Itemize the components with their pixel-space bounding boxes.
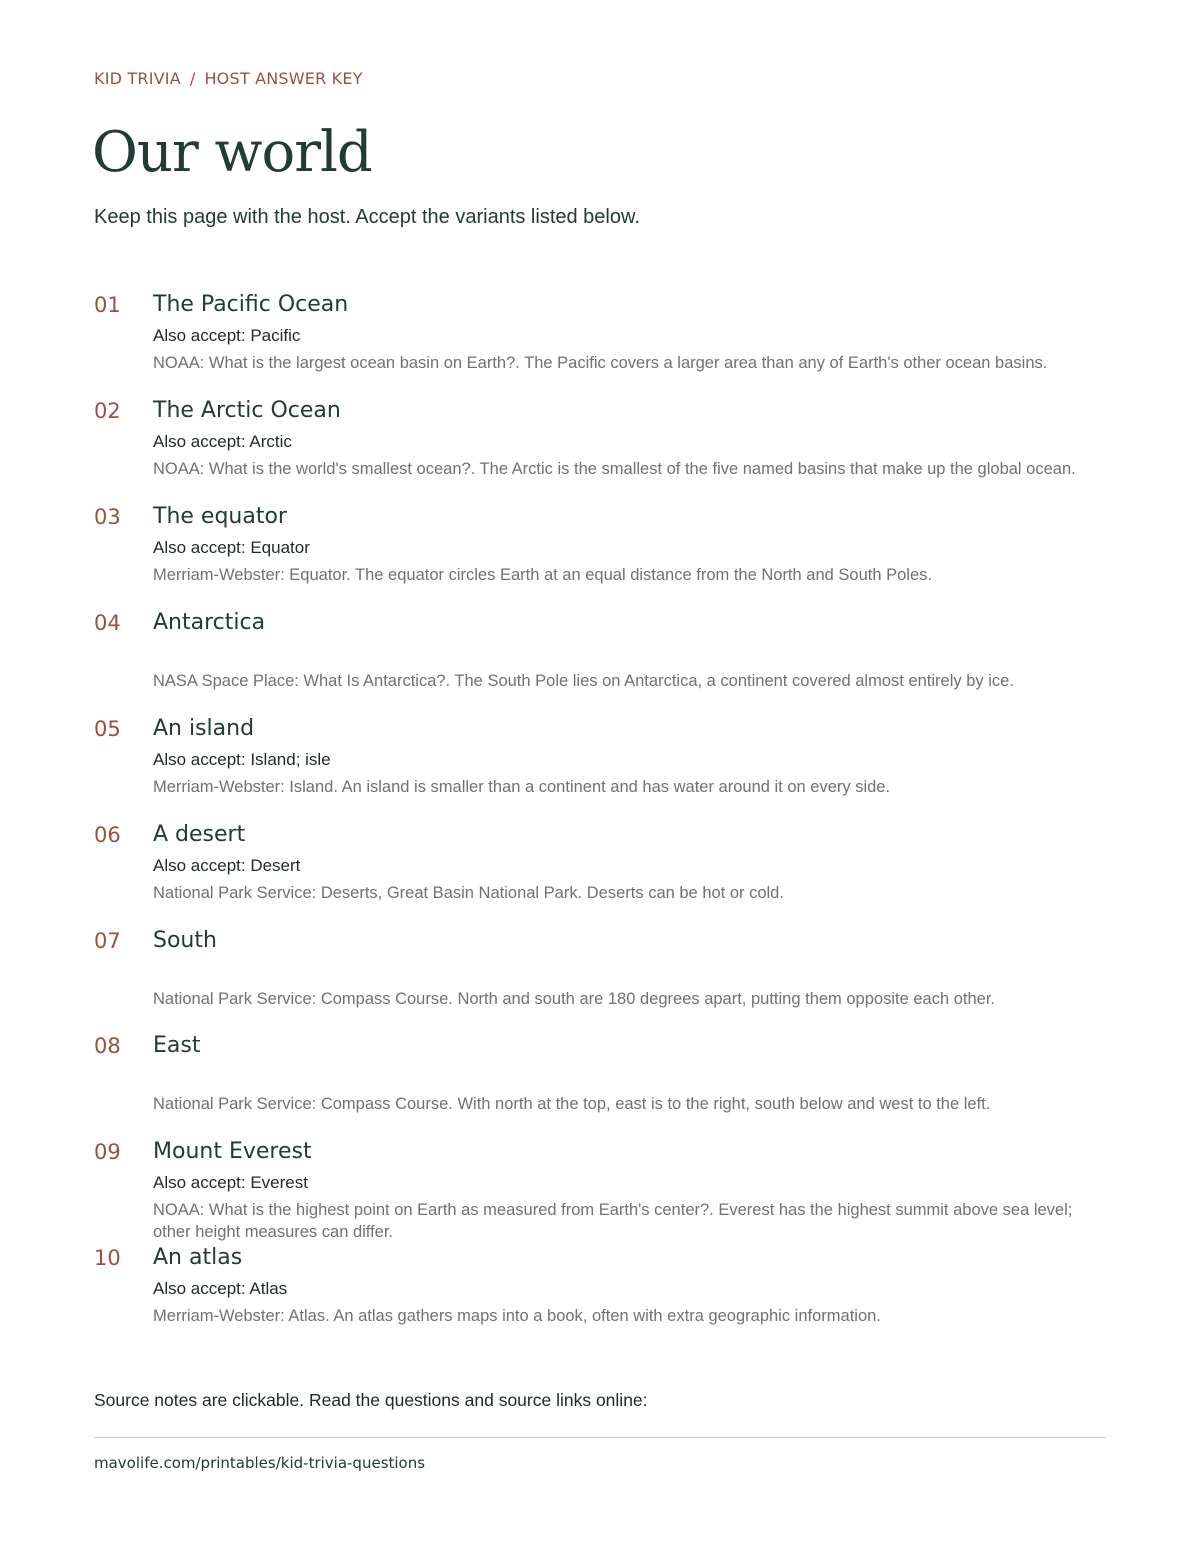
item-source-note[interactable]: Merriam-Webster: Equator. The equator circles Earth at an equal distance from the North and South Poles. [153, 566, 932, 584]
breadcrumb-section: KID TRIVIA [94, 69, 181, 88]
item-source-note[interactable]: National Park Service: Deserts, Great Basin National Park. Deserts can be hot or cold. [153, 884, 784, 902]
item-source-note[interactable]: Merriam-Webster: Atlas. An atlas gathers maps into a book, often with extra geographic information. [153, 1307, 881, 1325]
item-source-note[interactable]: National Park Service: Compass Course. With north at the top, east is to the right, south below and west to the left. [153, 1095, 991, 1113]
intro-text: Keep this page with the host. Accept the variants listed below. [94, 206, 640, 228]
item-number: 04 [94, 611, 121, 635]
item-accepted-variants: Also accept: Island; isle [153, 750, 331, 769]
footer-note: Source notes are clickable. Read the questions and source links online: [94, 1390, 648, 1410]
item-number: 01 [94, 293, 121, 317]
item-answer: An island [153, 716, 255, 741]
item-accepted-variants: Also accept: Pacific [153, 326, 301, 345]
answer-key-page [94, 0, 1106, 1553]
item-source-note[interactable]: NASA Space Place: What Is Antarctica?. The South Pole lies on Antarctica, a continent covered almost entirely by ice. [153, 672, 1014, 690]
page-title: Our world [92, 120, 372, 185]
item-source-note[interactable]: NOAA: What is the highest point on Earth as measured from Earth's center?. Everest has the highest summit above sea level; other height measures can differ. [153, 1201, 1073, 1241]
item-source-note[interactable]: NOAA: What is the world's smallest ocean?. The Arctic is the smallest of the five named basins that make up the global ocean. [153, 460, 1076, 478]
item-answer: East [153, 1033, 201, 1058]
item-accepted-variants: Also accept: Equator [153, 538, 310, 557]
item-answer: Mount Everest [153, 1139, 312, 1164]
breadcrumb [94, 69, 363, 88]
breadcrumb-page: HOST ANSWER KEY [204, 69, 363, 88]
item-answer: The equator [153, 504, 287, 529]
item-number: 10 [94, 1246, 121, 1270]
breadcrumb-separator: / [189, 69, 196, 88]
item-source-note[interactable]: NOAA: What is the largest ocean basin on Earth?. The Pacific covers a larger area than any of Earth's other ocean basins. [153, 354, 1048, 372]
item-number: 08 [94, 1034, 121, 1058]
item-answer: A desert [153, 822, 246, 847]
item-answer: The Pacific Ocean [153, 292, 349, 317]
item-number: 05 [94, 717, 121, 741]
item-accepted-variants: Also accept: Atlas [153, 1279, 288, 1298]
item-number: 09 [94, 1140, 121, 1164]
item-answer: Antarctica [153, 610, 266, 635]
item-answer: The Arctic Ocean [153, 398, 341, 423]
item-answer: South [153, 928, 217, 953]
item-answer: An atlas [153, 1245, 243, 1270]
footer-divider [94, 1437, 1106, 1438]
item-number: 06 [94, 823, 121, 847]
item-number: 02 [94, 399, 121, 423]
item-accepted-variants: Also accept: Desert [153, 856, 301, 875]
item-source-note[interactable]: Merriam-Webster: Island. An island is smaller than a continent and has water around it on every side. [153, 778, 891, 796]
item-source-note[interactable]: National Park Service: Compass Course. North and south are 180 degrees apart, putting them opposite each other. [153, 990, 995, 1008]
footer-link[interactable]: mavolife.com/printables/kid-trivia-questions [94, 1454, 426, 1472]
item-accepted-variants: Also accept: Everest [153, 1173, 308, 1192]
item-number: 03 [94, 505, 121, 529]
item-number: 07 [94, 929, 121, 953]
item-accepted-variants: Also accept: Arctic [153, 432, 292, 451]
